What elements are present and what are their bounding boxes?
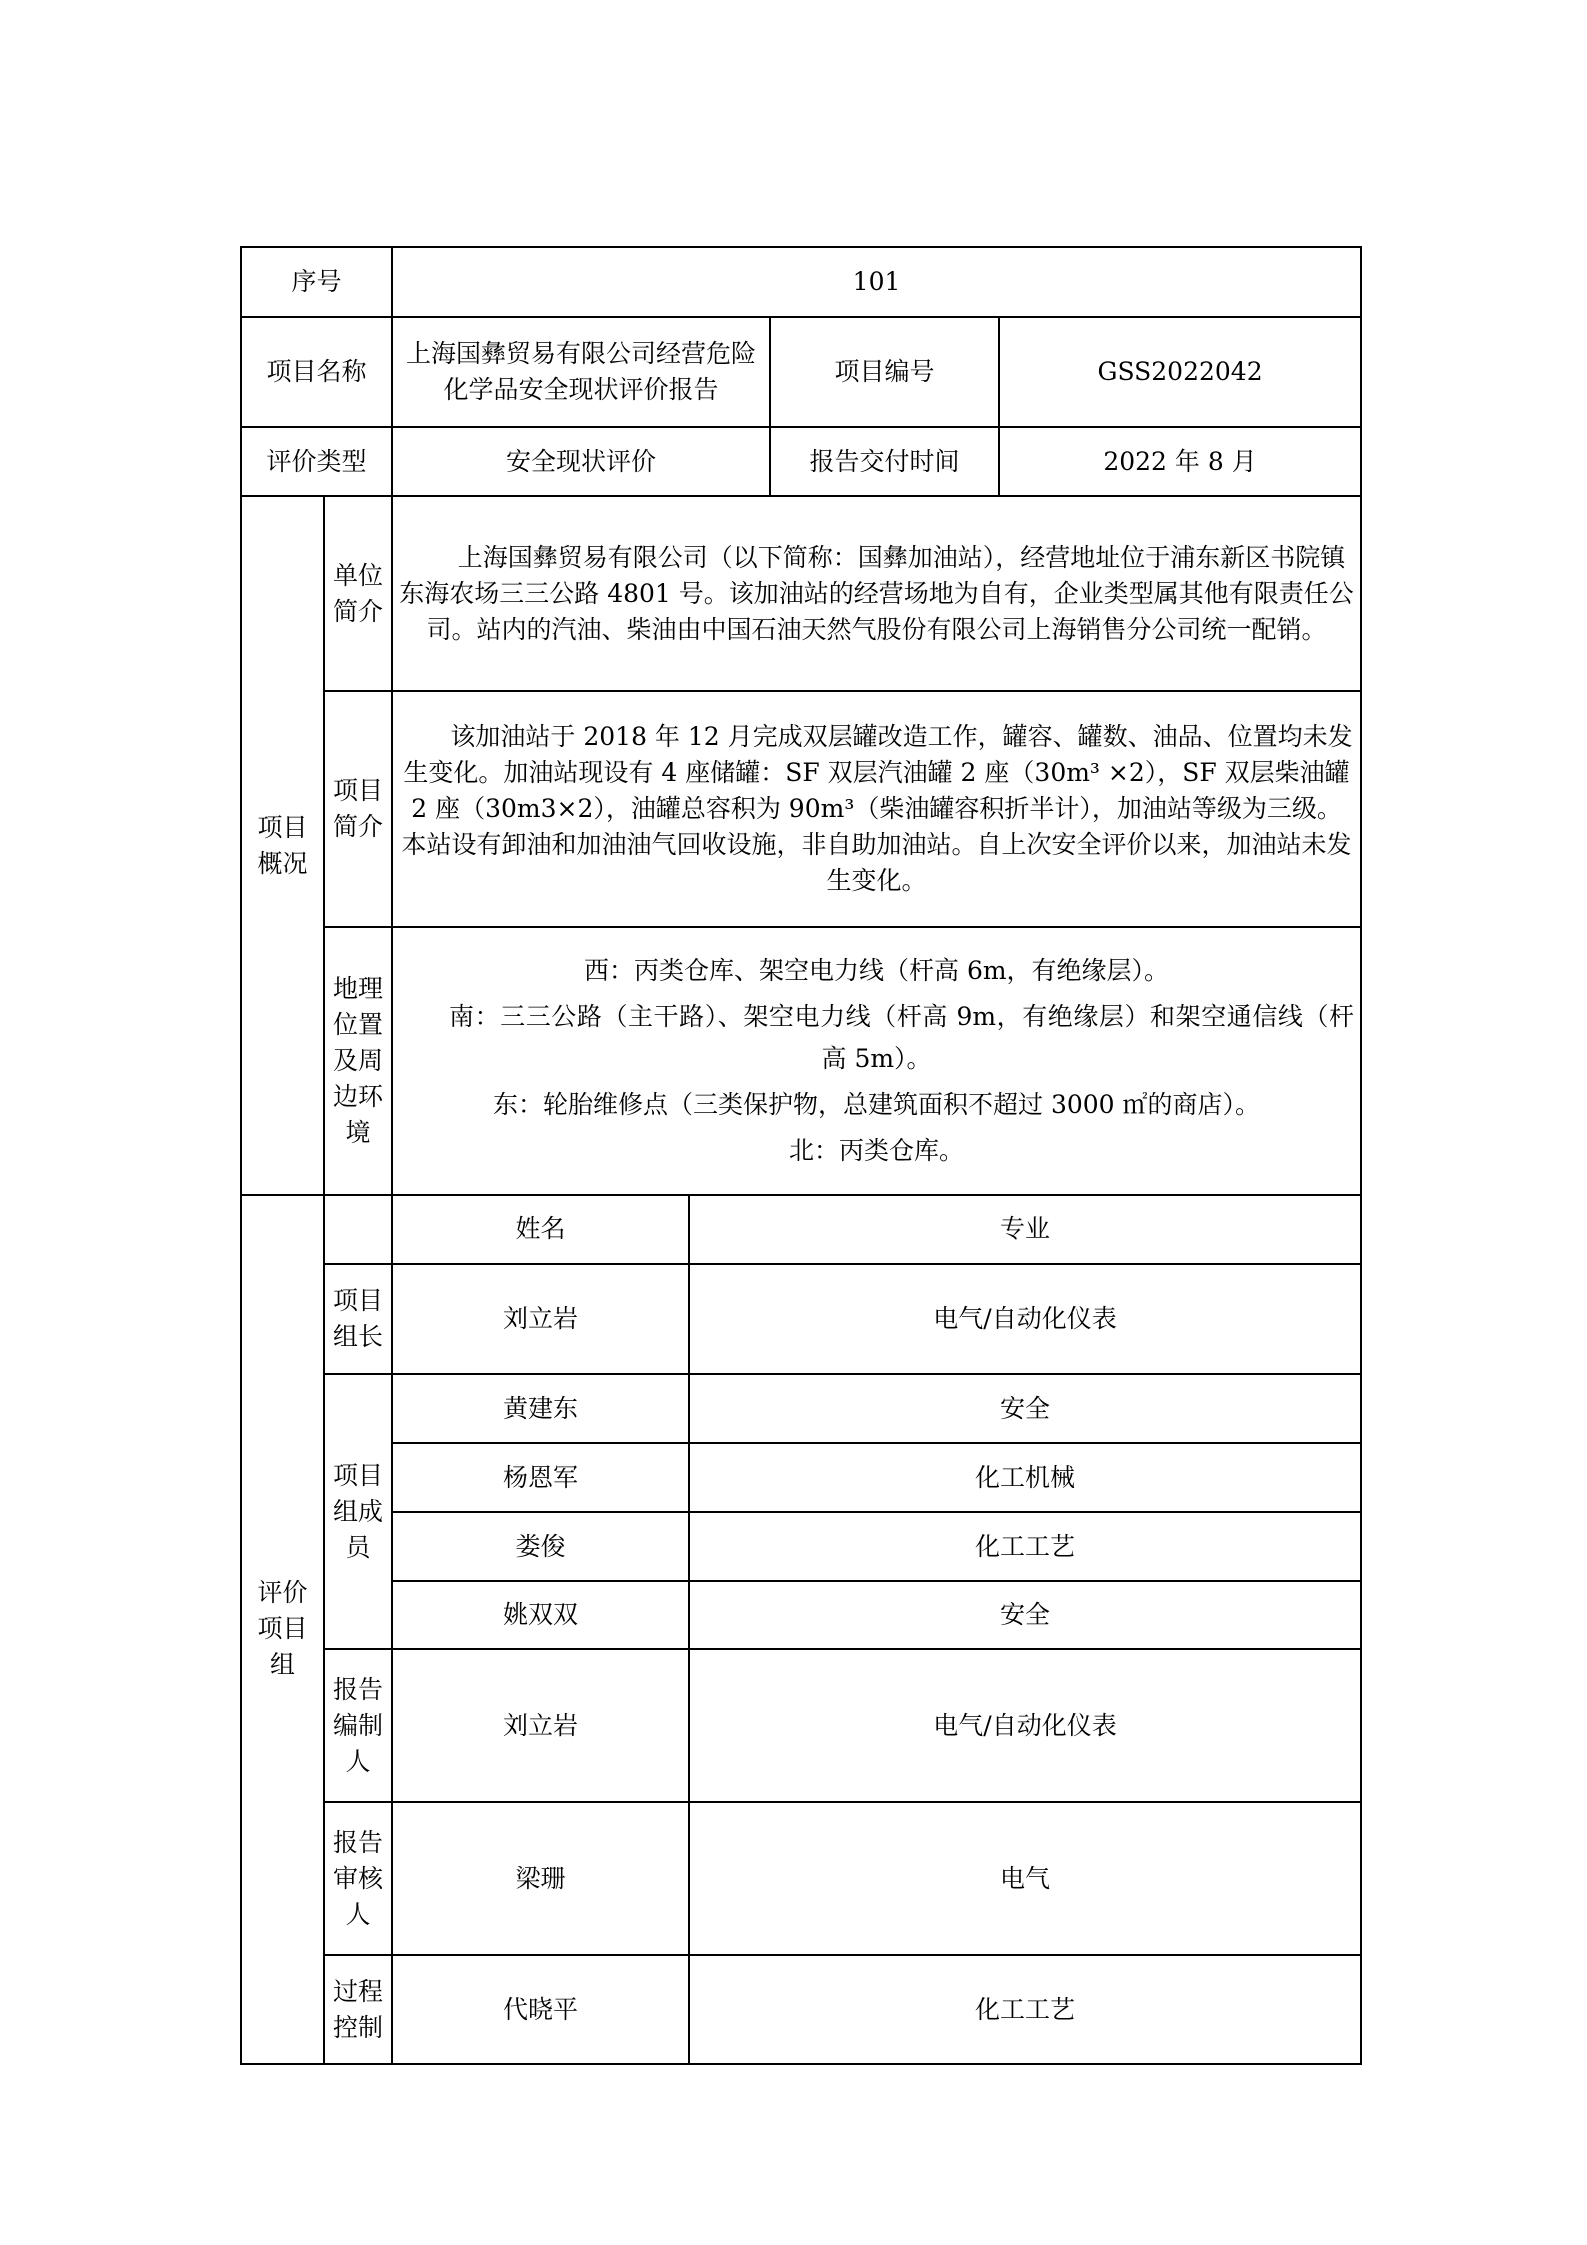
member-row <box>241 1443 1361 1512</box>
serial-value: 101 <box>392 247 1361 317</box>
project-no-value: GSS2022042 <box>999 317 1361 427</box>
author-label: 报告编制人 <box>324 1649 392 1802</box>
process-major: 化工工艺 <box>689 1955 1361 2064</box>
location-south: 南：三三公路（主干路）、架空电力线（杆高 9m，有绝缘层）和架空通信线（杆高 5m）。 <box>449 1002 1355 1073</box>
member-major: 化工工艺 <box>689 1512 1361 1581</box>
team-header-row <box>241 1194 1361 1264</box>
project-intro-label: 项目简介 <box>324 691 392 927</box>
members-label: 项目组成员 <box>324 1374 392 1649</box>
member-name: 姚双双 <box>392 1581 689 1649</box>
location-label: 地理位置及周边环境 <box>324 927 392 1195</box>
delivery-label: 报告交付时间 <box>770 427 999 496</box>
reviewer-row <box>241 1802 1361 1955</box>
project-name-value: 上海国彝贸易有限公司经营危险化学品安全现状评价报告 <box>392 317 770 427</box>
member-major: 安全 <box>689 1581 1361 1649</box>
project-name-label: 项目名称 <box>241 317 392 427</box>
project-no-label: 项目编号 <box>770 317 999 427</box>
serial-row <box>241 247 1361 317</box>
eval-type-value: 安全现状评价 <box>392 427 770 496</box>
member-row <box>241 1581 1361 1649</box>
project-intro-row <box>241 691 1361 927</box>
member-row <box>241 1512 1361 1581</box>
author-row <box>241 1649 1361 1802</box>
leader-name: 刘立岩 <box>392 1264 689 1374</box>
reviewer-name: 梁珊 <box>392 1802 689 1955</box>
member-major: 化工机械 <box>689 1443 1361 1512</box>
project-name-row <box>241 317 1361 427</box>
author-major: 电气/自动化仪表 <box>689 1649 1361 1802</box>
process-name: 代晓平 <box>392 1955 689 2064</box>
leader-major: 电气/自动化仪表 <box>689 1264 1361 1374</box>
reviewer-major: 电气 <box>689 1802 1361 1955</box>
member-major: 安全 <box>689 1374 1361 1443</box>
member-name: 黄建东 <box>392 1374 689 1443</box>
overview-group-label: 项目概况 <box>241 496 324 1195</box>
member-name: 娄俊 <box>392 1512 689 1581</box>
location-west: 西：丙类仓库、架空电力线（杆高 6m，有绝缘层）。 <box>584 956 1170 985</box>
serial-label: 序号 <box>241 247 392 317</box>
report-info-table <box>240 246 1362 1196</box>
team-table <box>240 1194 1362 2065</box>
member-name: 杨恩军 <box>392 1443 689 1512</box>
eval-type-row <box>241 427 1361 496</box>
unit-intro-label: 单位简介 <box>324 496 392 691</box>
eval-type-label: 评价类型 <box>241 427 392 496</box>
process-label: 过程控制 <box>324 1955 392 2064</box>
team-group-label: 评价项目组 <box>241 1194 324 2064</box>
leader-label: 项目组长 <box>324 1264 392 1374</box>
unit-intro-row <box>241 496 1361 691</box>
process-row <box>241 1955 1361 2064</box>
location-north: 北：丙类仓库。 <box>789 1136 965 1165</box>
team-header-empty <box>324 1194 392 1264</box>
location-east: 东：轮胎维修点（三类保护物，总建筑面积不超过 3000 ㎡的商店）。 <box>493 1090 1261 1119</box>
member-row <box>241 1374 1361 1443</box>
col-name-header: 姓名 <box>392 1194 689 1264</box>
delivery-value: 2022 年 8 月 <box>999 427 1361 496</box>
location-cell <box>392 927 1361 1195</box>
reviewer-label: 报告审核人 <box>324 1802 392 1955</box>
unit-intro-text: 上海国彝贸易有限公司（以下简称：国彝加油站），经营地址位于浦东新区书院镇东海农场三三公路 4801 号。该加油站的经营场地为自有，企业类型属其他有限责任公司。站内的汽油、柴油由中国石油天然气股份有限公司上海销售分公司统一配销。 <box>392 496 1361 691</box>
project-intro-text: 该加油站于 2018 年 12 月完成双层罐改造工作，罐容、罐数、油品、位置均未发生变化。加油站现设有 4 座储罐：SF 双层汽油罐 2 座（30m³ ×2），SF 双层柴油罐 2 座（30m3×2），油罐总容积为 90m³（柴油罐容积折半计），加油站等级为三级。本站设有卸油和加油油气回收设施，非自助加油站。自上次安全评价以来，加油站未发生变化。 <box>392 691 1361 927</box>
col-major-header: 专业 <box>689 1194 1361 1264</box>
author-name: 刘立岩 <box>392 1649 689 1802</box>
location-row <box>241 927 1361 1195</box>
leader-row <box>241 1264 1361 1374</box>
